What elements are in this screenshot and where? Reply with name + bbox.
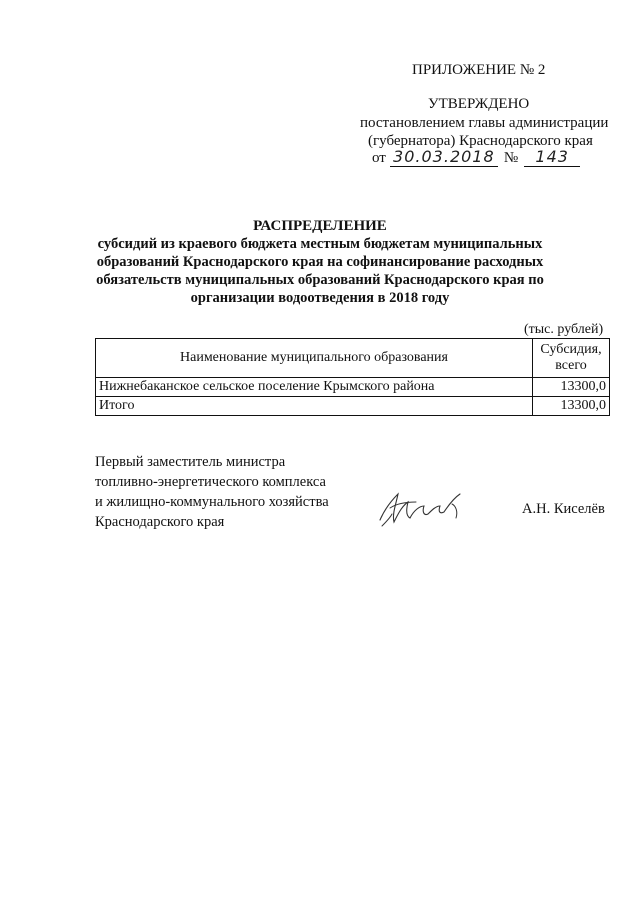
table-total-row — [96, 397, 610, 416]
title-line-2: образований Краснодарского края на софинансирование расходных — [96, 254, 544, 270]
signer-name: А.Н. Киселёв — [522, 501, 605, 517]
column-header-name: Наименование муниципального образования — [96, 339, 533, 378]
signer-position-line-4: Краснодарского края — [95, 514, 225, 530]
total-amount-cell: 13300,0 — [533, 397, 610, 416]
title-line-3: обязательств муниципальных образований Краснодарского края по — [96, 272, 544, 288]
column-header-subsidy-line-1: Субсидия, — [540, 342, 602, 357]
approval-date-number-row — [372, 148, 580, 167]
approval-date: 30.03.2018 — [390, 148, 498, 167]
distribution-table — [95, 338, 610, 416]
signer-position-line-2: топливно-энергетического комплекса — [95, 474, 326, 490]
appendix-label: ПРИЛОЖЕНИЕ № 2 — [412, 62, 546, 78]
approved-by-line-1: постановлением главы администрации — [360, 115, 609, 131]
column-header-subsidy — [533, 339, 610, 378]
signer-position — [95, 452, 329, 532]
units-label: (тыс. рублей) — [524, 322, 604, 337]
approval-number: 143 — [524, 148, 580, 167]
title-line-1: субсидий из краевого бюджета местным бюджетам муниципальных — [97, 236, 543, 252]
table-header-row — [96, 339, 610, 378]
document-title — [90, 217, 550, 307]
approved-by-line-2: (губернатора) Краснодарского края — [368, 133, 593, 149]
number-label: № — [503, 150, 519, 166]
column-header-subsidy-line-2: всего — [555, 358, 587, 373]
approved-title: УТВЕРЖДЕНО — [428, 96, 530, 112]
handwritten-signature — [372, 484, 472, 532]
municipality-name-cell: Нижнебаканское сельское поселение Крымского района — [96, 378, 533, 397]
title-main: РАСПРЕДЕЛЕНИЕ — [253, 218, 387, 234]
subsidy-amount-cell: 13300,0 — [533, 378, 610, 397]
from-label: от — [372, 150, 386, 166]
signer-position-line-3: и жилищно-коммунального хозяйства — [95, 494, 329, 510]
total-label-cell: Итого — [96, 397, 533, 416]
signer-position-line-1: Первый заместитель министра — [95, 454, 286, 470]
table-row — [96, 378, 610, 397]
title-line-4: организации водоотведения в 2018 году — [190, 290, 450, 306]
